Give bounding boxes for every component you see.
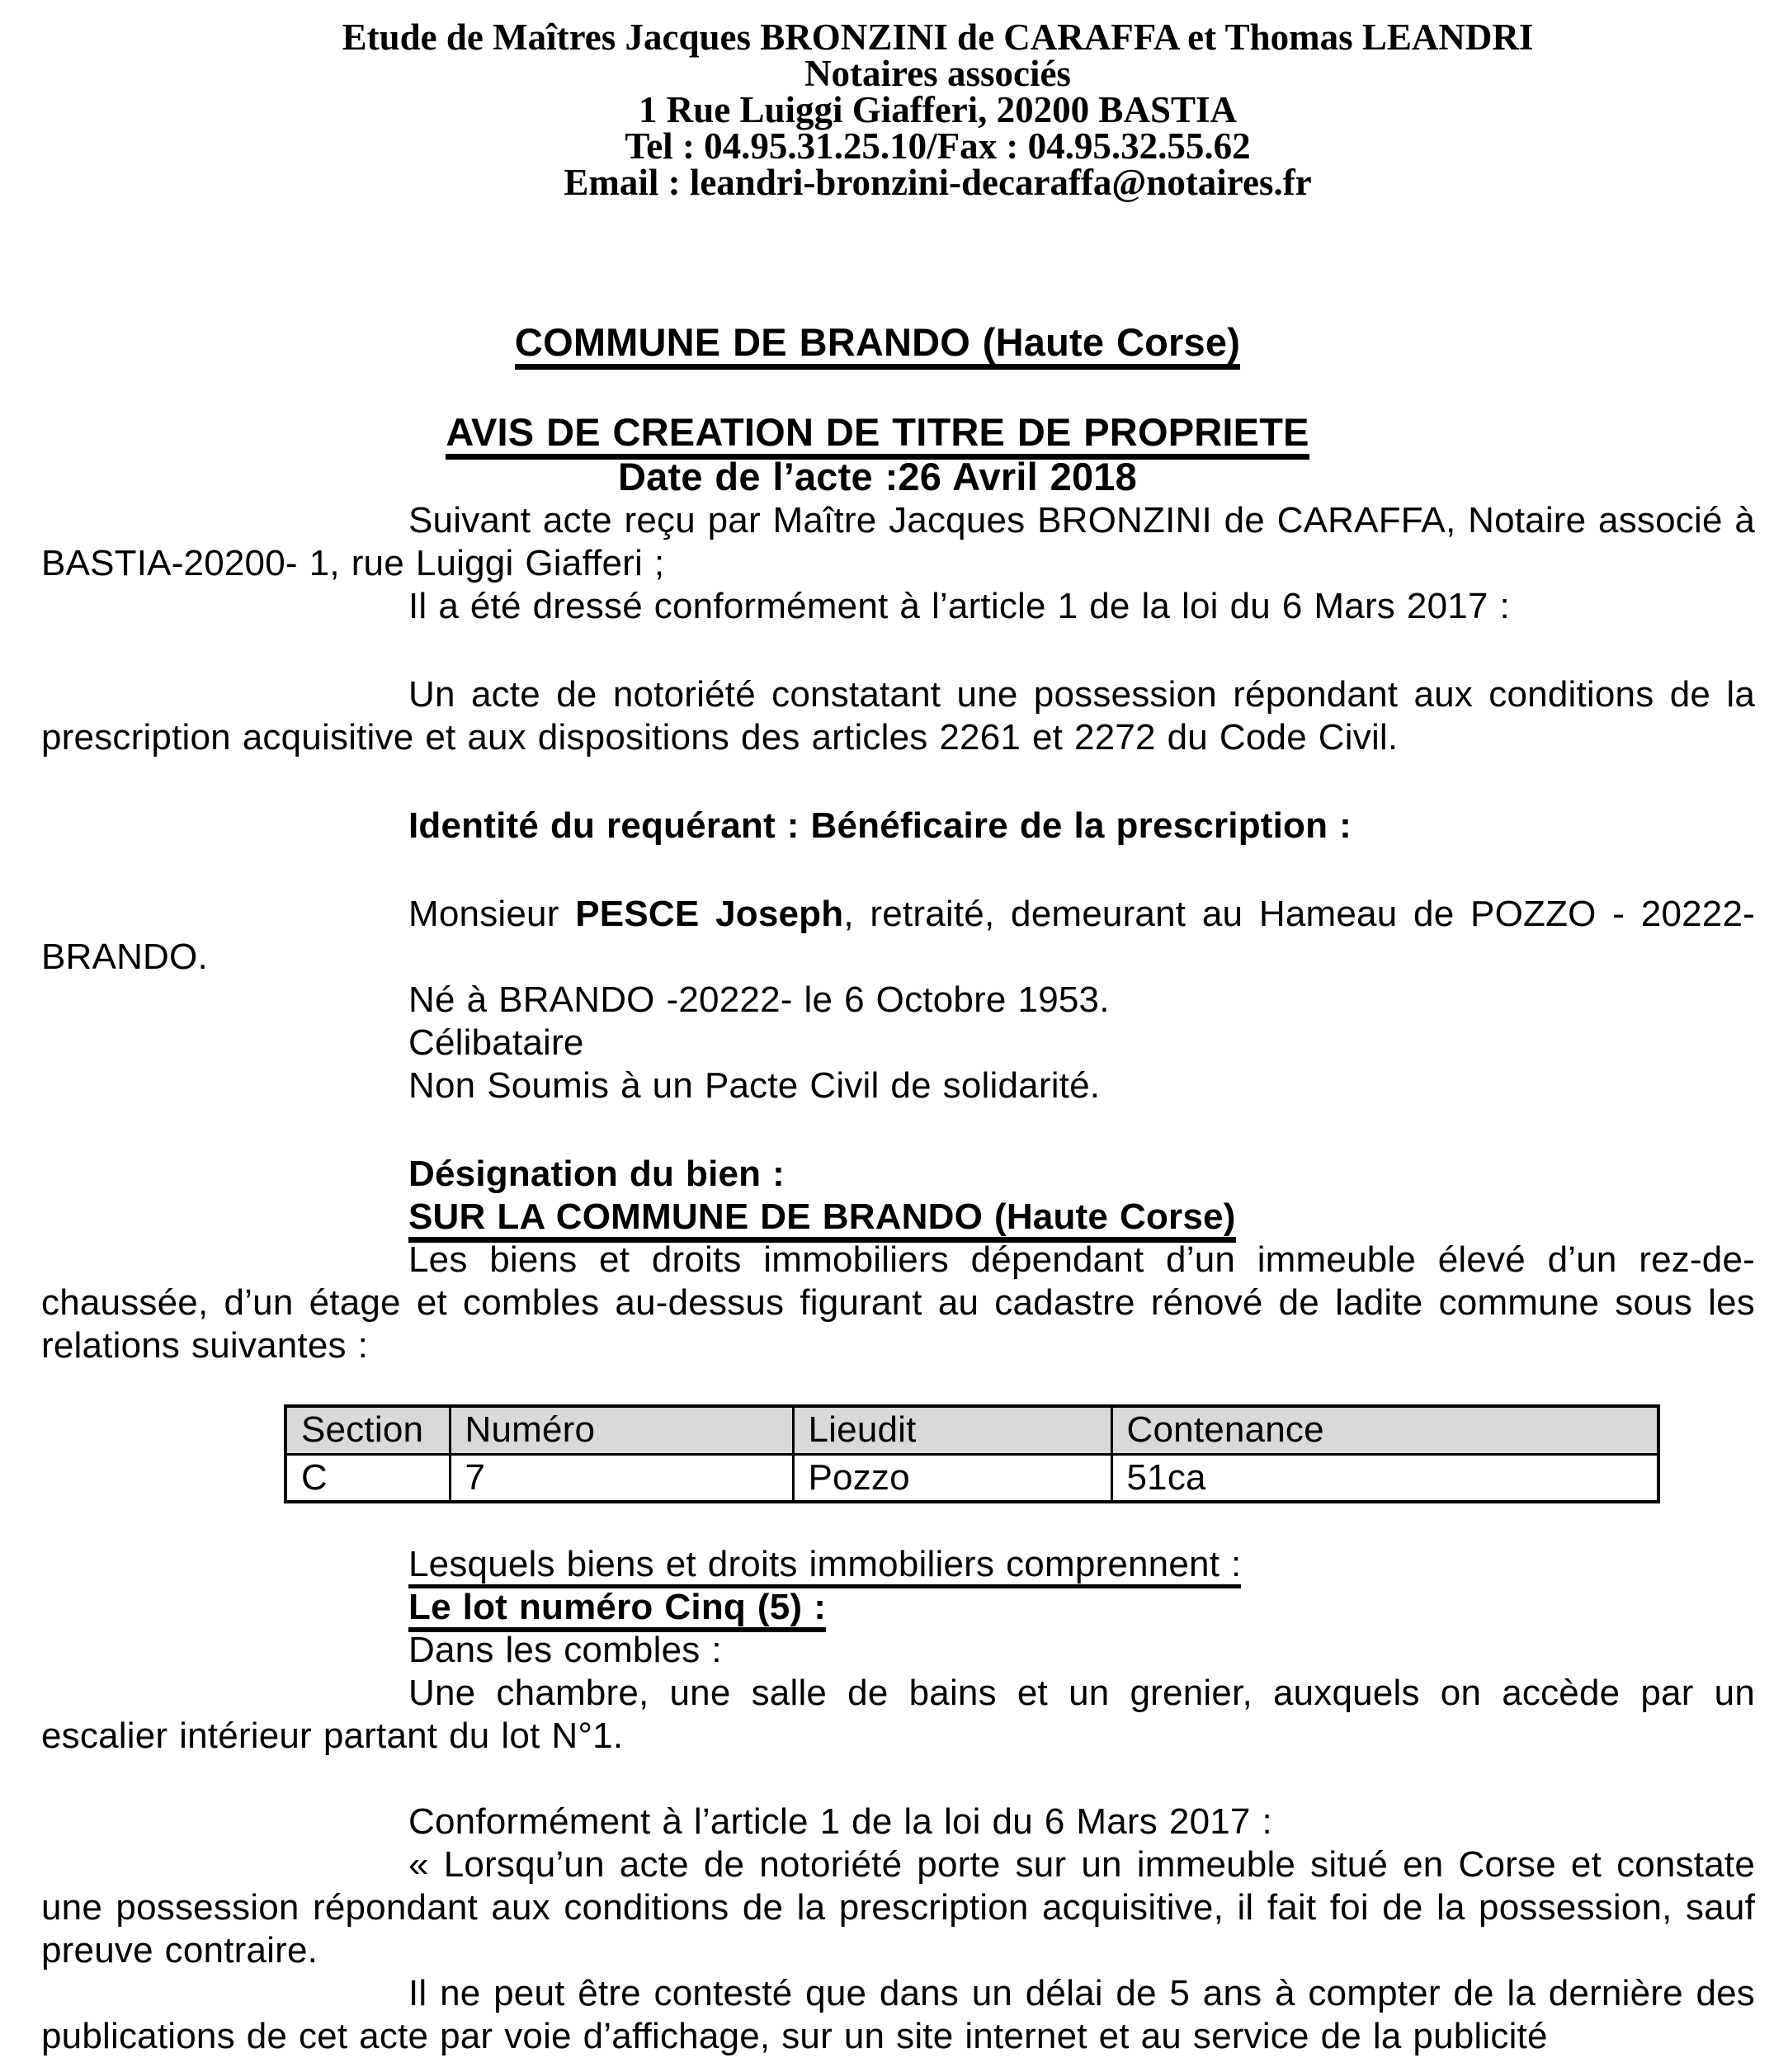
spacer: [41, 1367, 1755, 1404]
paragraph-lorsque: « Lorsqu’un acte de notoriété porte sur un immeuble situé en Corse et constate une possession répondant aux conditions de la prescription acquisitive, il fait foi de la possession, sauf preuve contraire.: [41, 1844, 1755, 1971]
cadastre-table: [284, 1404, 1660, 1503]
cadastre-table-body: [285, 1454, 1658, 1502]
letterhead-line-email: Email : leandri-bronzini-decaraffa@notaires.fr: [564, 162, 1312, 203]
paragraph-naissance: Né à BRANDO -20222- le 6 Octobre 1953.: [408, 979, 1110, 1020]
spacer: [41, 628, 1755, 673]
paragraph-pacte-civil: Non Soumis à un Pacte Civil de solidarité.: [408, 1065, 1101, 1106]
spacer: [41, 847, 1755, 893]
paragraph-lesquels-text: Lesquels biens et droits immobiliers comprennent :: [408, 1544, 1241, 1588]
table-header-cell: Section: [285, 1406, 450, 1454]
title-commune-text: COMMUNE DE BRANDO (Haute Corse): [515, 320, 1240, 370]
heading-lot-cinq: [41, 1586, 1755, 1629]
monsieur-prefix: Monsieur: [408, 894, 576, 934]
table-cell: Pozzo: [793, 1454, 1111, 1502]
spacer: [41, 759, 1755, 805]
table-row: [285, 1454, 1658, 1502]
heading-designation-bien: Désignation du bien :: [408, 1154, 785, 1194]
table-header-cell: Lieudit: [793, 1406, 1111, 1454]
paragraph-conformement: Conformément à l’article 1 de la loi du 6 Mars 2017 :: [408, 1801, 1272, 1842]
letterhead-line-role: Notaires associés: [804, 53, 1071, 94]
title-date-acte: Date de l’acte :26 Avril 2018: [618, 455, 1137, 498]
title-avis: [41, 410, 1714, 455]
letterhead-line-office: Etude de Maîtres Jacques BRONZINI de CARAFFA et Thomas LEANDRI: [342, 17, 1534, 58]
paragraph-biens-droits: Les biens et droits immobiliers dépendant d’un immeuble élevé d’un rez-de-chaussée, d’un étage et combles au-dessus figurant au cadastre rénové de ladite commune sous les relations suivantes :: [41, 1239, 1755, 1366]
paragraph-chambre: Une chambre, une salle de bains et un grenier, auxquels on accède par un escalier intérieur partant du lot N°1.: [41, 1673, 1755, 1756]
heading-sur-commune-text: SUR LA COMMUNE DE BRANDO (Haute Corse): [408, 1196, 1236, 1243]
paragraph-conteste: Il ne peut être contesté que dans un délai de 5 ans à compter de la dernière des publications de cet acte par voie d’affichage, sur un site internet et au service de la publicité: [41, 1973, 1755, 2056]
spacer: [41, 365, 1714, 410]
paragraph-celibataire: Célibataire: [408, 1022, 584, 1063]
table-cell: C: [285, 1454, 450, 1502]
table-header-cell: Contenance: [1111, 1406, 1658, 1454]
paragraph-lesquels: [41, 1543, 1755, 1586]
table-cell: 51ca: [1111, 1454, 1658, 1502]
paragraph-acte-notoriete: Un acte de notoriété constatant une possession répondant aux conditions de la prescription acquisitive et aux dispositions des articles 2261 et 2272 du Code Civil.: [41, 674, 1755, 758]
spacer: [41, 201, 1755, 320]
letterhead-line-address: 1 Rue Luiggi Giafferi, 20200 BASTIA: [638, 89, 1238, 130]
heading-identite-requerant: Identité du requérant : Bénéficaire de la prescription :: [408, 805, 1352, 846]
heading-lot-cinq-text: Le lot numéro Cinq (5) :: [408, 1587, 826, 1632]
paragraph-acte-recu: Suivant acte reçu par Maître Jacques BRONZINI de CARAFFA, Notaire associé à BASTIA-20200- 1, rue Luiggi Giafferi ;: [41, 500, 1755, 583]
paragraph-combles: Dans les combles :: [408, 1630, 722, 1670]
letterhead: [41, 19, 1755, 201]
title-avis-text: AVIS DE CREATION DE TITRE DE PROPRIETE: [446, 410, 1309, 460]
cadastre-table-header: [285, 1406, 1658, 1454]
paragraph-dresse: Il a été dressé conformément à l’article 1 de la loi du 6 Mars 2017 :: [408, 586, 1510, 626]
title-block: [41, 320, 1755, 499]
monsieur-suffix: , retraité, demeurant au Hameau de POZZO - 20222- BRANDO.: [41, 894, 1755, 977]
spacer: [41, 1503, 1755, 1543]
title-commune: [41, 320, 1714, 365]
letterhead-line-phone: Tel : 04.95.31.25.10/Fax : 04.95.32.55.62: [625, 125, 1251, 167]
table-cell: 7: [450, 1454, 793, 1502]
table-header-row: [285, 1406, 1658, 1454]
heading-sur-commune: [41, 1196, 1755, 1239]
spacer: [41, 1758, 1755, 1801]
table-header-cell: Numéro: [450, 1406, 793, 1454]
spacer: [41, 1107, 1755, 1153]
monsieur-name: PESCE Joseph: [575, 894, 844, 934]
paragraph-monsieur-pesce: [41, 893, 1755, 979]
